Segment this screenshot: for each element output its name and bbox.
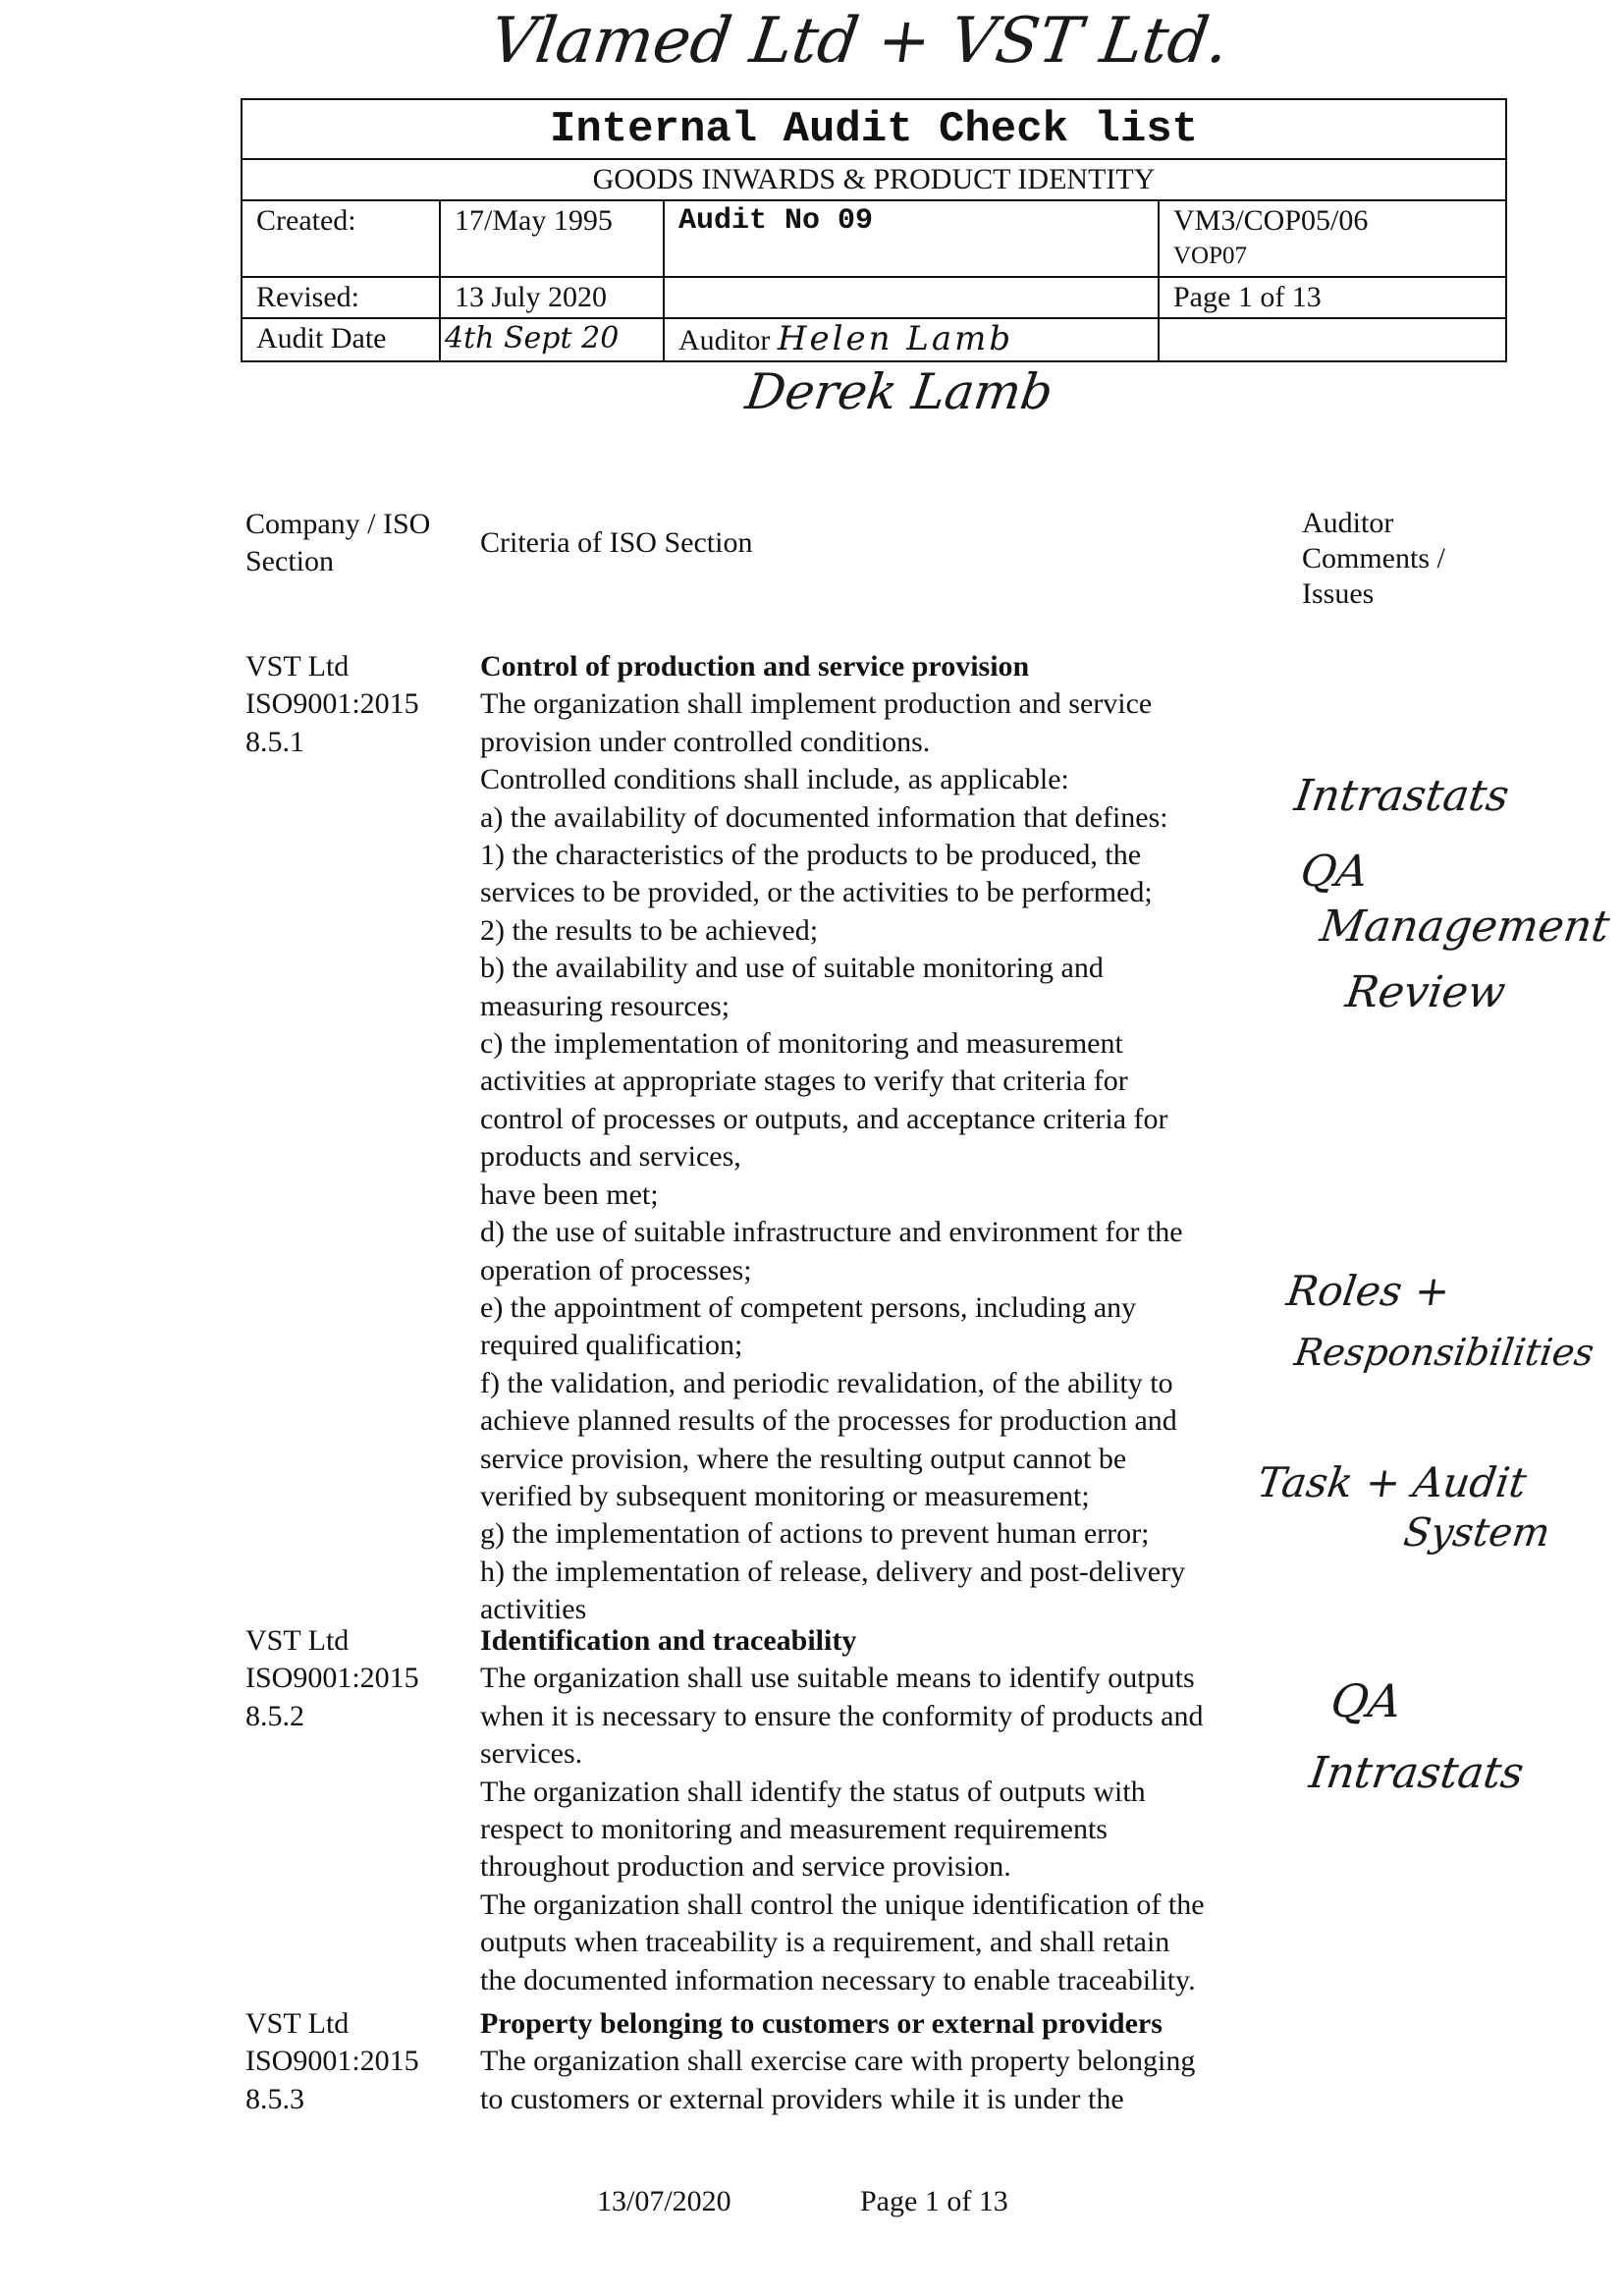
created-label: Created: — [242, 200, 440, 277]
revised-label: Revised: — [242, 277, 440, 318]
handwritten-company-title: Vlamed Ltd + VST Ltd. — [485, 5, 1234, 78]
header-line: Comments / — [1302, 542, 1445, 574]
footer-page: Page 1 of 13 — [860, 2185, 1008, 2217]
criteria-line: the documented information necessary to enable traceability. — [480, 1963, 1196, 1996]
company-line: 8.5.2 — [245, 1699, 304, 1732]
audit-date-label: Audit Date — [242, 318, 440, 361]
doc-ref: VM3/COP05/06 — [1173, 204, 1369, 237]
company-line: 8.5.1 — [245, 725, 304, 758]
comment-roles: Roles + — [1283, 1267, 1453, 1315]
document-title: Internal Audit Check list — [242, 99, 1506, 159]
comment-management: Management — [1317, 902, 1613, 952]
section-title: Control of production and service provision — [480, 650, 1030, 683]
section-company — [245, 2005, 419, 2118]
criteria-line: d) the use of suitable infrastructure and environment for the — [480, 1216, 1183, 1249]
page-number: Page 1 of 13 — [1159, 277, 1506, 318]
comment-qa: QA — [1297, 847, 1372, 897]
criteria-line: e) the appointment of competent persons, including any — [480, 1290, 1137, 1324]
criteria-line: The organization shall control the unique identification of the — [480, 1887, 1205, 1921]
section-criteria — [480, 648, 1185, 1629]
company-line: VST Ltd — [245, 2007, 350, 2040]
criteria-line: c) the implementation of monitoring and measurement — [480, 1027, 1123, 1061]
section-criteria — [480, 1622, 1205, 1999]
criteria-line: g) the implementation of actions to prevent human error; — [480, 1517, 1150, 1551]
header-line: Company / ISO — [245, 508, 431, 540]
criteria-line: 1) the characteristics of the products to be produced, the — [480, 839, 1142, 872]
criteria-line: b) the availability and use of suitable monitoring and — [480, 952, 1104, 985]
audit-number: Audit No 09 — [664, 200, 1159, 277]
criteria-line: respect to monitoring and measurement requirements — [480, 1813, 1108, 1846]
section-company — [245, 1622, 419, 1735]
comment-review: Review — [1342, 967, 1509, 1017]
section-criteria — [480, 2005, 1195, 2118]
criteria-line: required qualification; — [480, 1329, 743, 1362]
company-line: ISO9001:2015 — [245, 1662, 419, 1695]
comment-intrastats-2: Intrastats — [1306, 1748, 1528, 1798]
criteria-line: The organization shall exercise care with property belonging — [480, 2045, 1196, 2078]
criteria-line: when it is necessary to ensure the conformity of products and — [480, 1699, 1204, 1732]
header-line: Section — [245, 545, 334, 578]
criteria-line: activities at appropriate stages to verify that criteria for — [480, 1065, 1128, 1098]
section-title: Identification and traceability — [480, 1624, 857, 1657]
criteria-line: services to be provided, or the activities to be performed; — [480, 876, 1153, 909]
criteria-line: outputs when traceability is a requirement, and shall retain — [480, 1926, 1170, 1959]
empty-cell — [1159, 318, 1506, 361]
criteria-line: f) the validation, and periodic revalidation, of the ability to — [480, 1366, 1173, 1399]
header-line: Auditor — [1302, 507, 1394, 539]
criteria-line: activities — [480, 1593, 587, 1626]
audit-date-value: 4th Sept 20 — [440, 318, 664, 361]
criteria-line: throughout production and service provision. — [480, 1850, 1011, 1884]
auditor-label: Auditor — [678, 324, 771, 356]
revised-value: 13 July 2020 — [440, 277, 664, 318]
section-title: Property belonging to customers or external providers — [480, 2007, 1163, 2040]
section-company — [245, 648, 419, 761]
footer-date: 13/07/2020 — [597, 2185, 731, 2217]
created-value: 17/May 1995 — [440, 200, 664, 277]
column-header-criteria: Criteria of ISO Section — [480, 526, 753, 559]
criteria-line: have been met; — [480, 1177, 659, 1211]
criteria-line: The organization shall implement production and service — [480, 687, 1153, 721]
criteria-line: 2) the results to be achieved; — [480, 913, 819, 947]
comment-intrastats: Intrastats — [1291, 771, 1513, 821]
document-subtitle: GOODS INWARDS & PRODUCT IDENTITY — [242, 159, 1506, 200]
empty-cell — [664, 277, 1159, 318]
auditor-name: Helen Lamb — [777, 319, 1014, 358]
criteria-line: verified by subsequent monitoring or measurement; — [480, 1479, 1090, 1512]
auditor-cell — [664, 318, 1159, 361]
comment-responsibilities: Responsibilities — [1291, 1331, 1597, 1374]
company-line: ISO9001:2015 — [245, 687, 419, 721]
criteria-line: service provision, where the resulting output cannot be — [480, 1442, 1127, 1475]
column-header-comments — [1302, 506, 1445, 612]
comment-system: System — [1400, 1510, 1553, 1556]
company-line: VST Ltd — [245, 1624, 350, 1657]
criteria-line: measuring resources; — [480, 989, 730, 1022]
company-line: VST Ltd — [245, 650, 350, 683]
company-line: 8.5.3 — [245, 2082, 304, 2115]
criteria-line: services. — [480, 1737, 583, 1771]
column-header-company — [245, 506, 430, 581]
criteria-line: Controlled conditions shall include, as applicable: — [480, 763, 1069, 796]
header-line: Issues — [1302, 577, 1375, 610]
audit-header-table — [241, 98, 1507, 362]
company-line: ISO9001:2015 — [245, 2045, 419, 2078]
criteria-line: h) the implementation of release, delivery and post-delivery — [480, 1555, 1186, 1588]
criteria-line: products and services, — [480, 1140, 741, 1174]
criteria-line: a) the availability of documented information that defines: — [480, 800, 1168, 834]
comment-qa-2: QA — [1327, 1674, 1405, 1727]
criteria-line: achieve planned results of the processes for production and — [480, 1404, 1177, 1438]
doc-ref-2: VOP07 — [1173, 243, 1248, 269]
handwritten-second-auditor: Derek Lamb — [741, 363, 1056, 420]
criteria-line: operation of processes; — [480, 1253, 752, 1286]
criteria-line: provision under controlled conditions. — [480, 725, 931, 758]
criteria-line: to customers or external providers while it is under the — [480, 2082, 1124, 2115]
criteria-line: The organization shall identify the status of outputs with — [480, 1775, 1146, 1808]
comment-task-audit: Task + Audit — [1254, 1458, 1530, 1506]
criteria-line: The organization shall use suitable means to identify outputs — [480, 1662, 1195, 1695]
criteria-line: control of processes or outputs, and acceptance criteria for — [480, 1102, 1168, 1135]
document-reference — [1159, 200, 1506, 277]
